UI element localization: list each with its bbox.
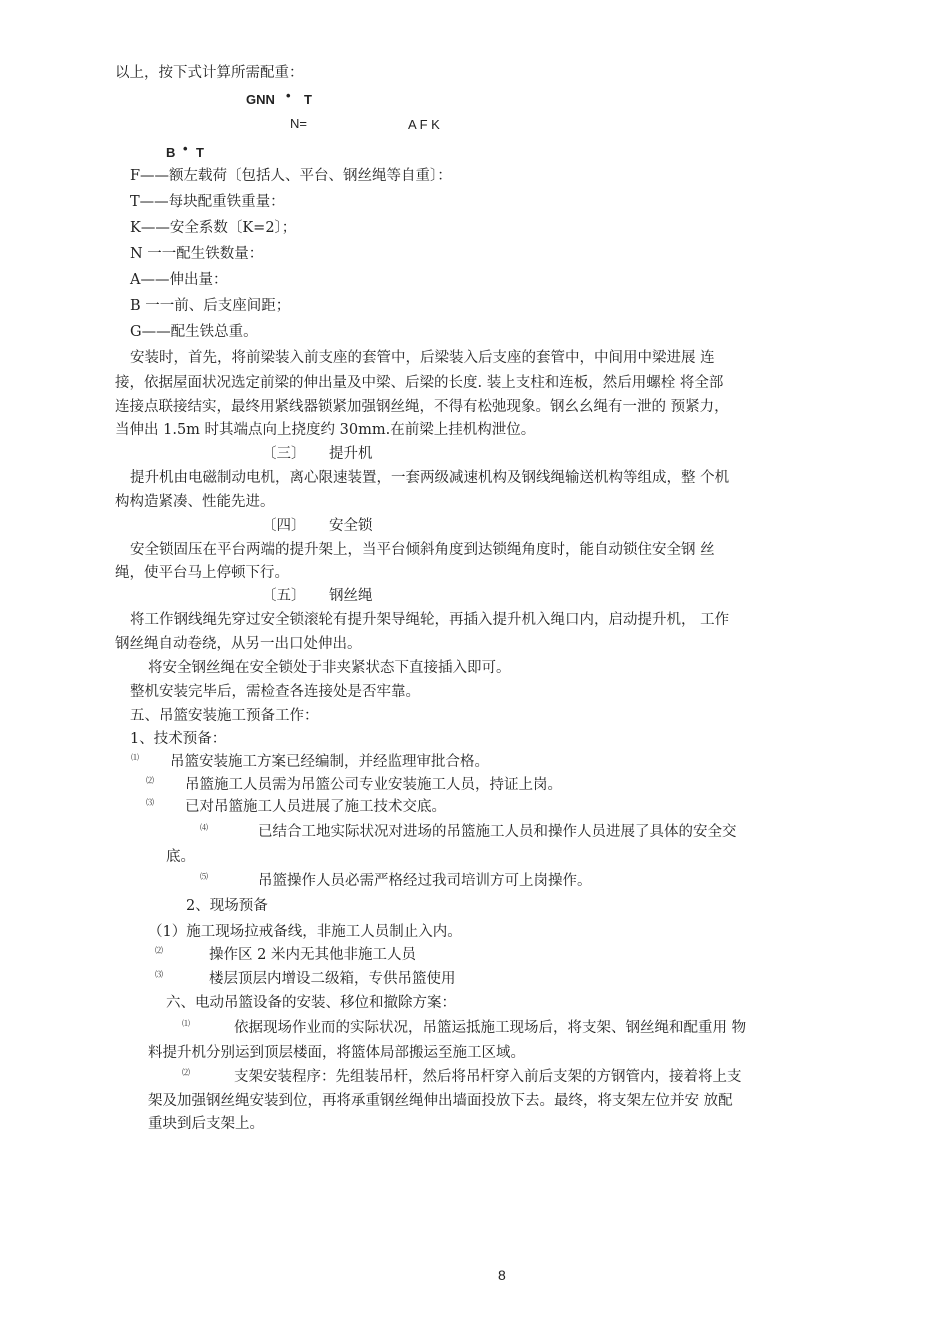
- section-number: 〔三〕: [262, 446, 306, 462]
- definition-line: A——伸出量：: [130, 272, 228, 288]
- paragraph-line: 接，依据屋面状况选定前梁的伸出量及中梁、后梁的长度. 装上支柱和连板，然后用螺栓 将全部: [115, 375, 724, 391]
- paragraph-line: 提升机由电磁制动电机，离心限速装置，一套两级减速机构及钢线绳输送机构等组成，整 个机: [130, 470, 730, 486]
- paragraph-line: 连接点联接结实，最终用紧线器锁紧加强钢丝绳，不得有松弛现象。钢幺幺绳有一泄的 预紧力，: [115, 399, 729, 415]
- list-item: 已结合工地实际状况对进场的吊篮施工人员和操作人员进展了具体的安全交: [258, 824, 737, 840]
- definition-line: F——额左载荷〔包括人、平台、钢丝绳等自重〕：: [130, 168, 452, 184]
- section-number: 〔五〕: [262, 588, 306, 604]
- formula-afk: A F K: [408, 117, 440, 132]
- definition-line: B 一一前、后支座间距；: [130, 298, 291, 314]
- formula-bottom-left: B: [166, 145, 176, 160]
- paragraph-line: 安装时，首先，将前梁装入前支座的套管中，后梁装入后支座的套管中，中间用中梁进展 连: [130, 350, 715, 366]
- paragraph-line: 构构造紧凑、性能先进。: [115, 494, 275, 510]
- list-number: ⑵: [155, 946, 163, 955]
- paragraph-line: 当伸出 1.5m 时其端点向上挠度约 30mm.在前梁上挂机构泄位。: [115, 422, 536, 438]
- formula-bottom-dot: •: [183, 141, 188, 156]
- list-item: 吊篮安装施工方案已经编制，并经监理审批合格。: [170, 754, 489, 770]
- section-title: 提升机: [329, 446, 373, 462]
- page-number: 8: [498, 1267, 506, 1283]
- list-number: ⑴: [131, 753, 139, 762]
- list-item-continuation: 料提升机分别运到顶层楼面，将篮体局部搬运至施工区域。: [148, 1045, 525, 1061]
- paragraph-line: 将工作钢线绳先穿过安全锁滚轮有提升架导绳轮，再插入提升机入绳口内，启动提升机， 工作: [130, 612, 730, 628]
- definition-line: K——安全系数〔K=2〕；: [130, 220, 297, 236]
- paragraph-line: 钢丝绳自动卷绕，从另一出口处伸出。: [115, 636, 362, 652]
- definition-line: T——每块配重铁重量：: [130, 194, 285, 210]
- list-item: 楼层顶层内增设二级箱，专供吊篮使用: [209, 971, 456, 987]
- list-number: ⑸: [200, 872, 208, 881]
- list-item: 吊篮施工人员需为吊篮公司专业安装施工人员，持证上岗。: [185, 777, 562, 793]
- section-title: 钢丝绳: [329, 588, 373, 604]
- section-title: 安全锁: [329, 518, 373, 534]
- paragraph-line: 将安全钢丝绳在安全锁处于非夹紧状态下直接插入即可。: [148, 660, 511, 676]
- list-number: ⑶: [155, 970, 163, 979]
- list-number: ⑵: [182, 1068, 190, 1077]
- list-item-continuation: 重块到后支架上。: [148, 1116, 264, 1132]
- list-item: 已对吊篮施工人员进展了施工技术交底。: [185, 799, 446, 815]
- list-item: 依据现场作业而的实际状况，吊篮运抵施工现场后，将支架、钢丝绳和配重用 物: [234, 1020, 747, 1036]
- intro-line: 以上，按下式计算所需配重：: [115, 65, 304, 81]
- formula-n-eq: N=: [290, 116, 307, 131]
- part-heading: 六、电动吊篮设备的安装、移位和撤除方案：: [166, 995, 456, 1011]
- formula-top-dot: •: [286, 88, 291, 103]
- list-item: 吊篮操作人员必需严格经过我司培训方可上岗操作。: [258, 873, 592, 889]
- definition-line: G——配生铁总重。: [130, 324, 258, 340]
- list-item-continuation: 架及加强钢丝绳安装到位，再将承重钢丝绳伸出墙面投放下去。最终，将支架左位并安 放配: [148, 1093, 733, 1109]
- formula-top-left: GNN: [246, 92, 275, 107]
- formula-top-right: T: [304, 92, 312, 107]
- list-item: （1）施工现场拉戒备线，非施工人员制止入内。: [148, 924, 462, 940]
- list-number: ⑵: [146, 776, 154, 785]
- definition-line: N 一一配生铁数量：: [130, 246, 264, 262]
- paragraph-line: 安全锁固压在平台两端的提升架上，当平台倾斜角度到达锁绳角度时，能自动锁住安全钢 丝: [130, 542, 715, 558]
- subsection-heading: 2、现场预备: [186, 898, 268, 914]
- formula-bottom-right: T: [196, 145, 204, 160]
- section-number: 〔四〕: [262, 518, 306, 534]
- paragraph-line: 整机安装完毕后，需检查各连接处是否牢靠。: [130, 684, 420, 700]
- part-heading: 五、吊篮安装施工预备工作：: [130, 708, 319, 724]
- list-number: ⑴: [182, 1019, 190, 1028]
- list-item: 操作区 2 米内无其他非施工人员: [209, 947, 416, 963]
- list-item-continuation: 底。: [166, 849, 195, 865]
- list-number: ⑶: [146, 798, 154, 807]
- subsection-heading: 1、技术预备：: [130, 731, 227, 747]
- paragraph-line: 绳，使平台马上停顿下行。: [115, 565, 289, 581]
- list-item: 支架安装程序：先组装吊杆，然后将吊杆穿入前后支架的方钢管内，接着将上支: [234, 1069, 742, 1085]
- list-number: ⑷: [200, 823, 208, 832]
